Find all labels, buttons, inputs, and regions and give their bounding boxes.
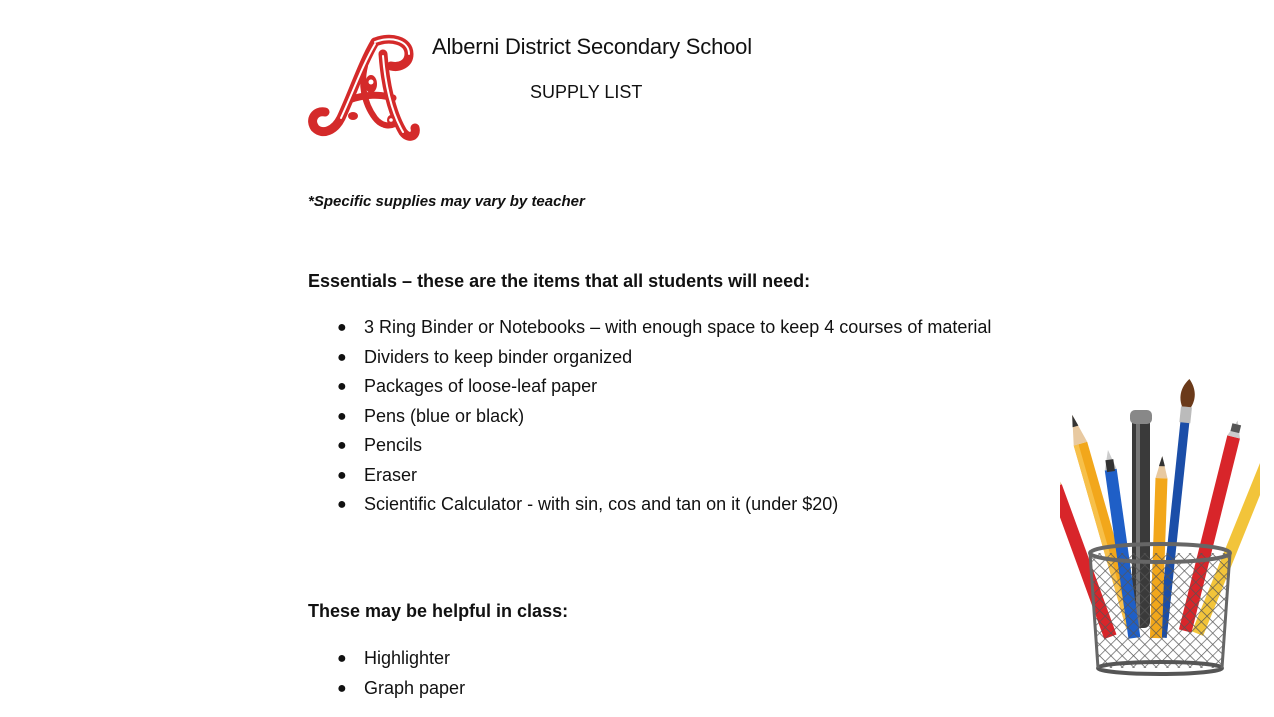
bullet-icon: ● bbox=[337, 496, 347, 513]
list-item-text: Dividers to keep binder organized bbox=[364, 346, 633, 367]
list-item bbox=[308, 461, 998, 491]
bullet-icon: ● bbox=[337, 679, 347, 697]
list-item-text: Highlighter bbox=[364, 648, 451, 668]
list-item bbox=[308, 372, 998, 402]
page-title: SUPPLY LIST bbox=[530, 82, 643, 102]
essentials-list bbox=[308, 313, 998, 520]
pencil-cup-icon bbox=[1060, 378, 1260, 678]
school-name: Alberni District Secondary School bbox=[432, 34, 752, 59]
list-item bbox=[308, 490, 998, 520]
list-item bbox=[308, 674, 708, 704]
bullet-icon: ● bbox=[337, 437, 347, 454]
list-item bbox=[308, 343, 998, 373]
helpful-list bbox=[308, 644, 708, 703]
school-logo-icon bbox=[305, 32, 423, 148]
list-item-text: Pens (blue or black) bbox=[364, 405, 525, 426]
list-item bbox=[308, 313, 998, 343]
bullet-icon: ● bbox=[337, 407, 347, 425]
teacher-note: *Specific supplies may vary by teacher bbox=[308, 193, 585, 210]
list-item bbox=[308, 402, 998, 432]
list-item bbox=[308, 431, 998, 461]
list-item-text: Pencils bbox=[364, 435, 423, 455]
helpful-heading: These may be helpful in class: bbox=[308, 601, 569, 621]
bullet-icon: ● bbox=[337, 466, 347, 484]
list-item-text: Graph paper bbox=[364, 677, 466, 698]
bullet-icon: ● bbox=[337, 348, 347, 366]
essentials-heading: Essentials – these are the items that all students will need: bbox=[308, 271, 811, 291]
list-item bbox=[308, 644, 708, 674]
bullet-icon: ● bbox=[337, 378, 347, 395]
list-item-text: 3 Ring Binder or Notebooks – with enough space to keep 4 courses of material bbox=[364, 317, 992, 337]
list-item-text: Packages of loose-leaf paper bbox=[364, 376, 598, 396]
bullet-icon: ● bbox=[337, 319, 347, 336]
list-item-text: Scientific Calculator - with sin, cos and tan on it (under $20) bbox=[364, 494, 839, 514]
list-item-text: Eraser bbox=[364, 464, 418, 485]
bullet-icon: ● bbox=[337, 650, 347, 667]
